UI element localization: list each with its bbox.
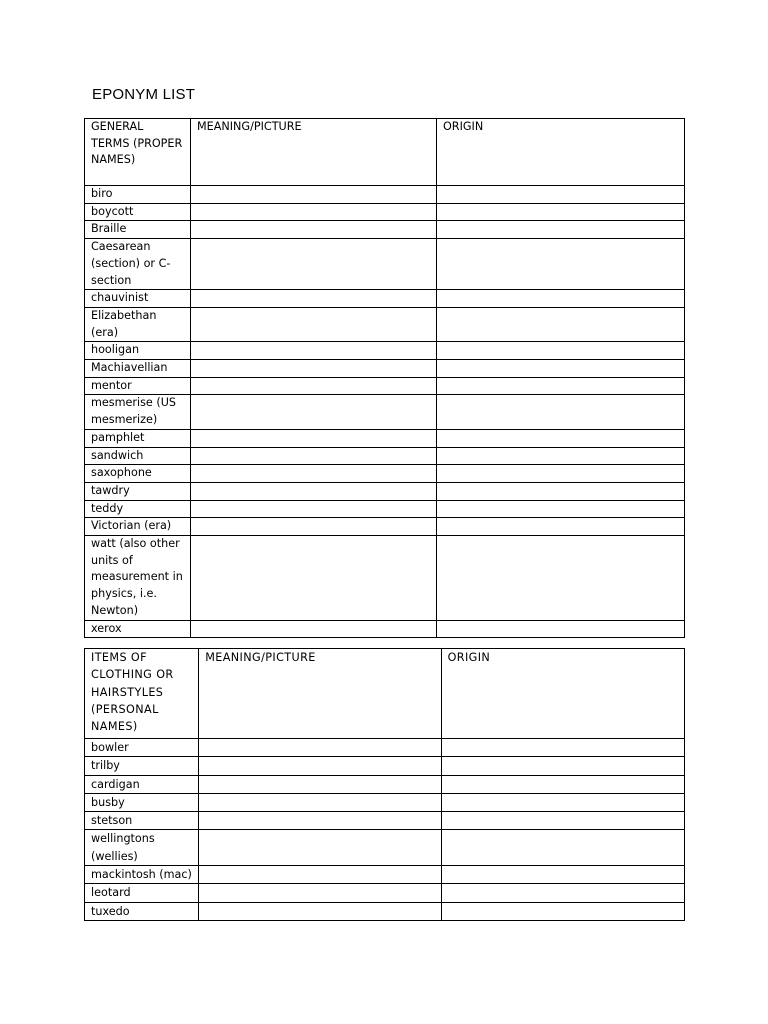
meaning-cell[interactable] [191, 377, 437, 395]
meaning-cell[interactable] [199, 757, 441, 775]
table-row [85, 757, 685, 775]
meaning-cell[interactable] [191, 620, 437, 638]
table-row [85, 221, 685, 239]
origin-cell[interactable] [437, 239, 685, 290]
meaning-cell[interactable] [199, 884, 441, 902]
meaning-cell[interactable] [199, 812, 441, 830]
origin-cell[interactable] [441, 902, 684, 920]
table-row [85, 739, 685, 757]
table-row [85, 342, 685, 360]
origin-cell[interactable] [437, 307, 685, 341]
meaning-cell[interactable] [191, 395, 437, 429]
table-row [85, 203, 685, 221]
meaning-cell[interactable] [191, 447, 437, 465]
term-cell: saxophone [85, 465, 191, 483]
meaning-cell[interactable] [199, 866, 441, 884]
origin-cell[interactable] [437, 377, 685, 395]
origin-cell[interactable] [437, 518, 685, 536]
header-term: GENERAL TERMS (PROPER NAMES) [85, 119, 191, 186]
term-cell: Victorian (era) [85, 518, 191, 536]
table-row [85, 360, 685, 378]
meaning-cell[interactable] [199, 830, 441, 866]
term-cell: cardigan [85, 775, 199, 793]
origin-cell[interactable] [437, 395, 685, 429]
term-cell: wellingtons (wellies) [85, 830, 199, 866]
term-cell: tawdry [85, 482, 191, 500]
term-cell: teddy [85, 500, 191, 518]
table-row [85, 482, 685, 500]
term-cell: leotard [85, 884, 199, 902]
meaning-cell[interactable] [199, 793, 441, 811]
meaning-cell[interactable] [191, 429, 437, 447]
table-header-row [85, 119, 685, 186]
origin-cell[interactable] [437, 465, 685, 483]
origin-cell[interactable] [437, 447, 685, 465]
term-cell: mentor [85, 377, 191, 395]
table-row [85, 518, 685, 536]
table-row [85, 377, 685, 395]
header-meaning: MEANING/PICTURE [191, 119, 437, 186]
term-cell: Braille [85, 221, 191, 239]
table-row [85, 239, 685, 290]
term-cell: chauvinist [85, 290, 191, 308]
origin-cell[interactable] [437, 536, 685, 621]
meaning-cell[interactable] [191, 360, 437, 378]
origin-cell[interactable] [437, 186, 685, 204]
header-meaning: MEANING/PICTURE [199, 649, 441, 739]
term-cell: pamphlet [85, 429, 191, 447]
table-row [85, 884, 685, 902]
origin-cell[interactable] [441, 884, 684, 902]
table-row [85, 830, 685, 866]
origin-cell[interactable] [441, 830, 684, 866]
meaning-cell[interactable] [191, 203, 437, 221]
origin-cell[interactable] [437, 221, 685, 239]
term-cell: watt (also other units of measurement in physics, i.e. Newton) [85, 536, 191, 621]
origin-cell[interactable] [437, 429, 685, 447]
header-origin: ORIGIN [441, 649, 684, 739]
meaning-cell[interactable] [191, 239, 437, 290]
origin-cell[interactable] [437, 500, 685, 518]
term-cell: bowler [85, 739, 199, 757]
origin-cell[interactable] [437, 620, 685, 638]
table-row [85, 186, 685, 204]
table-row [85, 902, 685, 920]
table-row [85, 290, 685, 308]
term-cell: mesmerise (US mesmerize) [85, 395, 191, 429]
table-row [85, 307, 685, 341]
origin-cell[interactable] [441, 866, 684, 884]
origin-cell[interactable] [437, 290, 685, 308]
general-terms-body [85, 186, 685, 638]
table-row [85, 866, 685, 884]
table-row [85, 465, 685, 483]
origin-cell[interactable] [437, 482, 685, 500]
term-cell: busby [85, 793, 199, 811]
origin-cell[interactable] [441, 793, 684, 811]
meaning-cell[interactable] [191, 465, 437, 483]
origin-cell[interactable] [437, 342, 685, 360]
origin-cell[interactable] [437, 360, 685, 378]
meaning-cell[interactable] [191, 342, 437, 360]
clothing-items-table [84, 648, 685, 921]
origin-cell[interactable] [441, 775, 684, 793]
table-row [85, 395, 685, 429]
term-cell: hooligan [85, 342, 191, 360]
table-row [85, 812, 685, 830]
meaning-cell[interactable] [191, 221, 437, 239]
meaning-cell[interactable] [199, 775, 441, 793]
page-title: EPONYM LIST [92, 86, 196, 103]
meaning-cell[interactable] [191, 518, 437, 536]
term-cell: stetson [85, 812, 199, 830]
meaning-cell[interactable] [191, 290, 437, 308]
meaning-cell[interactable] [199, 739, 441, 757]
meaning-cell[interactable] [191, 186, 437, 204]
meaning-cell[interactable] [191, 482, 437, 500]
origin-cell[interactable] [437, 203, 685, 221]
term-cell: Elizabethan (era) [85, 307, 191, 341]
term-cell: tuxedo [85, 902, 199, 920]
meaning-cell[interactable] [191, 307, 437, 341]
header-origin: ORIGIN [437, 119, 685, 186]
origin-cell[interactable] [441, 739, 684, 757]
meaning-cell[interactable] [199, 902, 441, 920]
term-cell: Machiavellian [85, 360, 191, 378]
table-row [85, 775, 685, 793]
term-cell: trilby [85, 757, 199, 775]
term-cell: biro [85, 186, 191, 204]
term-cell: xerox [85, 620, 191, 638]
clothing-items-body [85, 739, 685, 921]
origin-cell[interactable] [441, 757, 684, 775]
term-cell: Caesarean (section) or C-section [85, 239, 191, 290]
table-header-row [85, 649, 685, 739]
table-row [85, 500, 685, 518]
general-terms-table [84, 118, 685, 638]
table-row [85, 429, 685, 447]
term-cell: boycott [85, 203, 191, 221]
origin-cell[interactable] [441, 812, 684, 830]
meaning-cell[interactable] [191, 536, 437, 621]
meaning-cell[interactable] [191, 500, 437, 518]
table-row [85, 536, 685, 621]
term-cell: mackintosh (mac) [85, 866, 199, 884]
term-cell: sandwich [85, 447, 191, 465]
table-row [85, 620, 685, 638]
table-row [85, 793, 685, 811]
header-term: ITEMS OF CLOTHING OR HAIRSTYLES (PERSONAL NAMES) [85, 649, 199, 739]
table-row [85, 447, 685, 465]
